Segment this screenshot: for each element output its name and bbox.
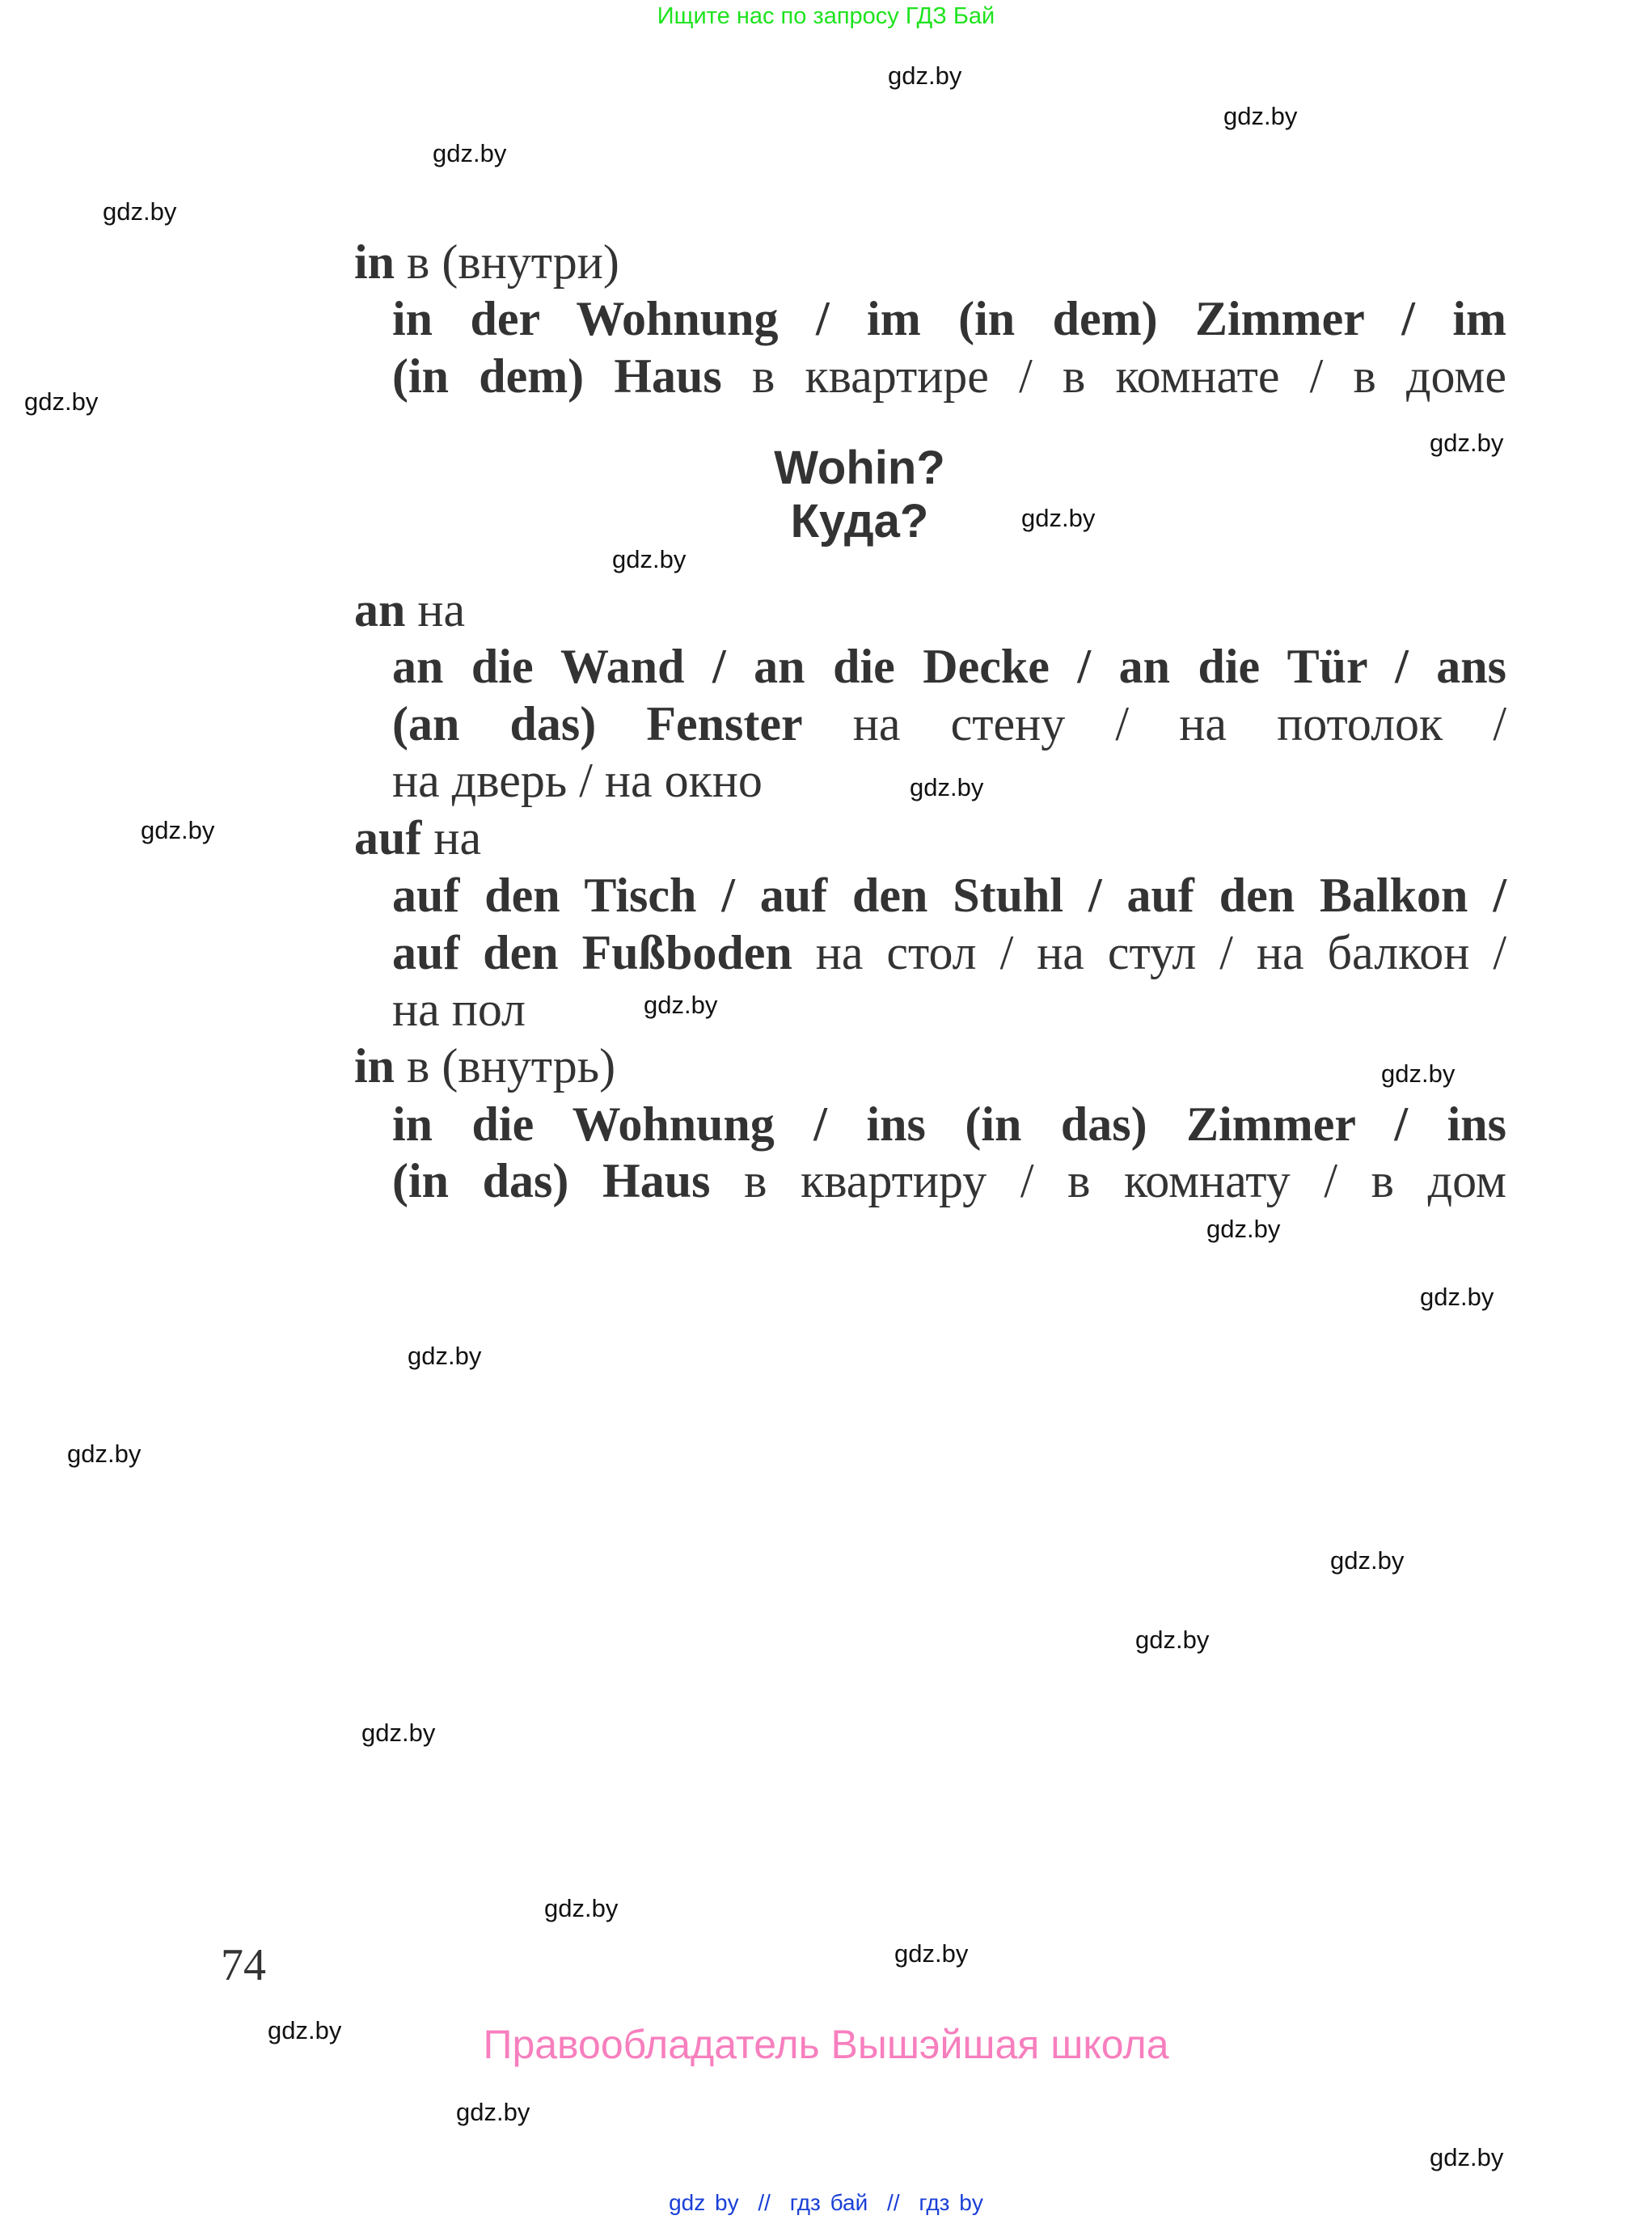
watermark: gdz.by bbox=[1330, 1546, 1405, 1575]
footer-separator: // bbox=[758, 2190, 771, 2215]
preposition-translation: на bbox=[433, 811, 482, 865]
watermark: gdz.by bbox=[1381, 1059, 1456, 1088]
watermark: gdz.by bbox=[103, 197, 177, 226]
example-line bbox=[392, 1152, 1506, 1209]
footer-link-gdz-bai[interactable]: гдз бай bbox=[789, 2190, 868, 2215]
example-de: (in dem) Haus bbox=[392, 349, 722, 403]
watermark: gdz.by bbox=[67, 1440, 142, 1468]
section-heading-de: Wohin? bbox=[774, 442, 945, 494]
example-line: auf den Tisch / auf den Stuhl / auf den Balkon / bbox=[392, 869, 1506, 922]
footer-link-gdz-by-ru[interactable]: гдз by bbox=[919, 2190, 983, 2215]
watermark: gdz.by bbox=[1420, 1283, 1494, 1311]
watermark: gdz.by bbox=[141, 816, 215, 844]
example-ru: в квартиру / в комнату / в дом bbox=[744, 1154, 1507, 1207]
watermark: gdz.by bbox=[408, 1342, 482, 1370]
watermark: gdz.by bbox=[1206, 1215, 1281, 1243]
example-line bbox=[392, 924, 1506, 981]
preposition-translation: в (внутри) bbox=[407, 235, 619, 289]
watermark: gdz.by bbox=[612, 545, 687, 573]
watermark: gdz.by bbox=[1430, 2143, 1504, 2171]
search-hint-banner: Ищите нас по запросу ГДЗ Бай bbox=[657, 3, 995, 29]
footer-links bbox=[0, 2188, 1652, 2218]
example-de: (in das) Haus bbox=[392, 1154, 711, 1207]
example-ru: на стену / на потолок / bbox=[852, 697, 1506, 750]
watermark: gdz.by bbox=[361, 1719, 436, 1747]
example-ru: в квартире / в комнате / в доме bbox=[751, 349, 1507, 403]
preposition-word: in bbox=[354, 1039, 395, 1093]
copyright-notice: Правообладатель Вышэйшая школа bbox=[483, 2022, 1169, 2067]
example-line: in der Wohnung / im (in dem) Zimmer / im bbox=[392, 292, 1506, 345]
example-line bbox=[392, 348, 1506, 404]
example-line bbox=[392, 696, 1506, 752]
example-line: на дверь / на окно bbox=[392, 754, 763, 807]
watermark: gdz.by bbox=[544, 1894, 619, 1922]
watermark: gdz.by bbox=[24, 387, 99, 416]
watermark: gdz.by bbox=[1223, 102, 1298, 130]
preposition-word: an bbox=[354, 583, 406, 636]
example-line: in die Wohnung / ins (in das) Zimmer / ins bbox=[392, 1097, 1506, 1151]
example-de: auf den Fußboden bbox=[392, 926, 792, 979]
watermark: gdz.by bbox=[1430, 429, 1504, 457]
watermark: gdz.by bbox=[268, 2016, 342, 2044]
example-line: на пол bbox=[392, 983, 526, 1036]
preposition-auf bbox=[354, 810, 481, 866]
example-ru: на стол / на стул / на балкон / bbox=[815, 926, 1506, 979]
preposition-in-dative bbox=[354, 234, 619, 290]
watermark: gdz.by bbox=[910, 773, 984, 801]
preposition-word: auf bbox=[354, 811, 422, 865]
page-number: 74 bbox=[221, 1940, 266, 1990]
footer-separator: // bbox=[887, 2190, 900, 2215]
example-line: an die Wand / an die Decke / an die Tür / ans bbox=[392, 640, 1506, 693]
footer-link-gdz-by[interactable]: gdz by bbox=[669, 2190, 739, 2215]
preposition-in-accusative bbox=[354, 1038, 615, 1094]
watermark: gdz.by bbox=[644, 991, 718, 1019]
example-de: (an das) Fenster bbox=[392, 697, 803, 750]
preposition-translation: в (внутрь) bbox=[407, 1039, 616, 1093]
preposition-translation: на bbox=[417, 583, 466, 636]
watermark: gdz.by bbox=[433, 139, 507, 167]
watermark: gdz.by bbox=[1021, 504, 1096, 532]
watermark: gdz.by bbox=[888, 61, 962, 90]
watermark: gdz.by bbox=[1135, 1626, 1210, 1654]
preposition-an bbox=[354, 581, 465, 638]
section-heading-ru: Куда? bbox=[790, 495, 929, 548]
watermark: gdz.by bbox=[894, 1939, 969, 1968]
preposition-word: in bbox=[354, 235, 395, 289]
watermark: gdz.by bbox=[456, 2098, 530, 2126]
